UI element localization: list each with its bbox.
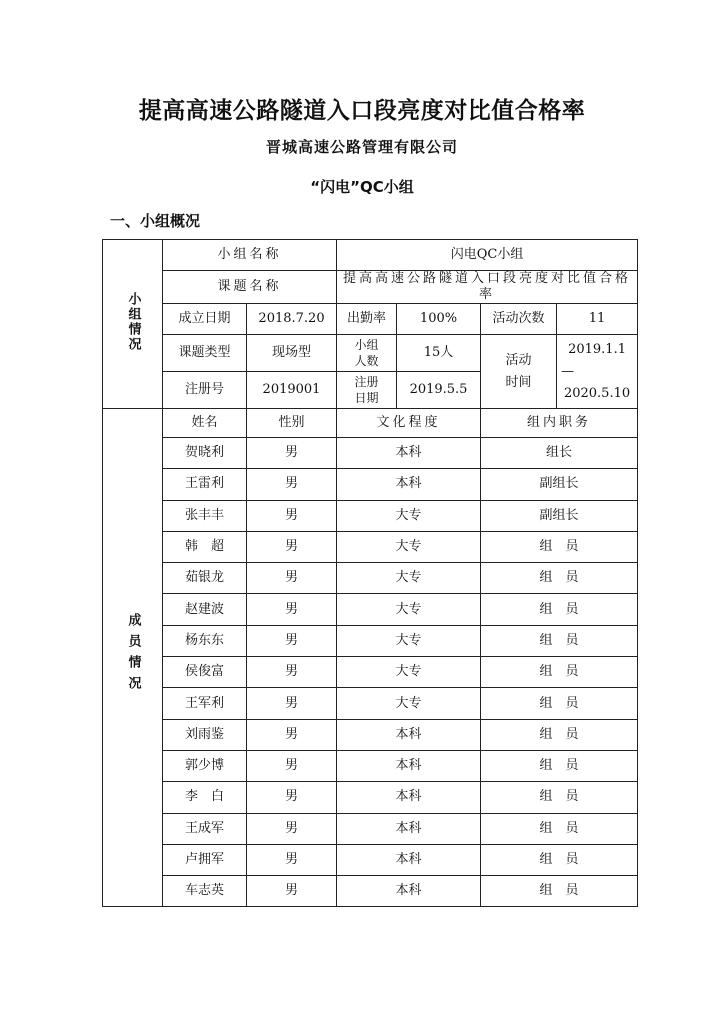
member-education: 本科 bbox=[337, 438, 481, 469]
topic-type-label: 课题类型 bbox=[163, 335, 247, 372]
reg-no-value: 2019001 bbox=[247, 372, 337, 409]
attendance-value: 100% bbox=[397, 304, 481, 335]
members-count-value: 15人 bbox=[397, 335, 481, 372]
activity-count-value: 11 bbox=[557, 304, 638, 335]
member-header-gender: 性别 bbox=[247, 409, 337, 438]
member-name: 王军利 bbox=[163, 688, 247, 719]
member-education: 本科 bbox=[337, 844, 481, 875]
member-header-education: 文化程度 bbox=[337, 409, 481, 438]
reg-date-value: 2019.5.5 bbox=[397, 372, 481, 409]
activity-time-end: 2020.5.10 bbox=[563, 385, 631, 401]
member-name: 张丰丰 bbox=[163, 500, 247, 531]
member-row bbox=[103, 438, 638, 469]
member-role: 组 员 bbox=[481, 563, 638, 594]
organization-name: 晋城高速公路管理有限公司 bbox=[265, 138, 458, 156]
member-row bbox=[103, 719, 638, 750]
group-side-label: 小组情况 bbox=[125, 291, 141, 352]
member-gender: 男 bbox=[247, 500, 337, 531]
member-name: 卢拥军 bbox=[163, 844, 247, 875]
info-row-founded bbox=[103, 304, 638, 335]
member-row bbox=[103, 750, 638, 781]
member-row bbox=[103, 782, 638, 813]
member-role: 副组长 bbox=[481, 469, 638, 500]
member-gender: 男 bbox=[247, 876, 337, 907]
member-education: 大专 bbox=[337, 500, 481, 531]
member-education: 大专 bbox=[337, 594, 481, 625]
info-row-type bbox=[103, 335, 638, 372]
member-name: 韩 超 bbox=[163, 531, 247, 562]
reg-no-label: 注册号 bbox=[163, 372, 247, 409]
member-role: 组 员 bbox=[481, 657, 638, 688]
members-side-label: 成员情况 bbox=[125, 613, 141, 698]
member-education: 大专 bbox=[337, 657, 481, 688]
activity-time-start: 2019.1.1 bbox=[568, 341, 626, 357]
activity-count-label: 活动次数 bbox=[481, 304, 557, 335]
member-name: 侯俊富 bbox=[163, 657, 247, 688]
member-role: 组 员 bbox=[481, 594, 638, 625]
member-education: 大专 bbox=[337, 531, 481, 562]
member-gender: 男 bbox=[247, 625, 337, 656]
group-side-label-cell bbox=[103, 240, 163, 409]
attendance-label: 出勤率 bbox=[337, 304, 397, 335]
topic-name-value: 提高高速公路隧道入口段亮度对比值合格率 bbox=[337, 271, 638, 304]
member-row bbox=[103, 563, 638, 594]
member-row bbox=[103, 844, 638, 875]
member-role: 副组长 bbox=[481, 500, 638, 531]
member-role: 组 员 bbox=[481, 531, 638, 562]
member-education: 本科 bbox=[337, 469, 481, 500]
member-name: 赵建波 bbox=[163, 594, 247, 625]
member-education: 本科 bbox=[337, 876, 481, 907]
member-role: 组 员 bbox=[481, 625, 638, 656]
activity-time-dash: — bbox=[561, 363, 575, 379]
activity-time-label: 活动时间 bbox=[505, 352, 532, 390]
group-name-value: 闪电QC小组 bbox=[337, 240, 638, 271]
founded-date-label: 成立日期 bbox=[163, 304, 247, 335]
member-gender: 男 bbox=[247, 844, 337, 875]
member-gender: 男 bbox=[247, 594, 337, 625]
member-header-name: 姓名 bbox=[163, 409, 247, 438]
member-role: 组 员 bbox=[481, 688, 638, 719]
topic-type-value: 现场型 bbox=[247, 335, 337, 372]
member-row bbox=[103, 625, 638, 656]
member-name: 郭少博 bbox=[163, 750, 247, 781]
member-name: 王成军 bbox=[163, 813, 247, 844]
group-name: “闪电”QC小组 bbox=[310, 178, 414, 196]
member-name: 王雷利 bbox=[163, 469, 247, 500]
member-name: 杨东东 bbox=[163, 625, 247, 656]
member-row bbox=[103, 531, 638, 562]
member-name: 刘雨鉴 bbox=[163, 719, 247, 750]
founded-date-value: 2018.7.20 bbox=[247, 304, 337, 335]
members-side-label-cell bbox=[103, 409, 163, 907]
member-education: 本科 bbox=[337, 750, 481, 781]
member-gender: 男 bbox=[247, 469, 337, 500]
member-row bbox=[103, 688, 638, 719]
reg-date-label: 注册日期 bbox=[337, 372, 397, 409]
activity-time-label-cell bbox=[481, 335, 557, 409]
member-row bbox=[103, 813, 638, 844]
member-row bbox=[103, 469, 638, 500]
member-gender: 男 bbox=[247, 657, 337, 688]
member-gender: 男 bbox=[247, 531, 337, 562]
section-heading: 一、小组概况 bbox=[110, 212, 201, 230]
member-row bbox=[103, 876, 638, 907]
member-education: 本科 bbox=[337, 719, 481, 750]
member-row bbox=[103, 657, 638, 688]
member-education: 本科 bbox=[337, 813, 481, 844]
info-row-topic bbox=[103, 271, 638, 304]
info-row-name bbox=[103, 240, 638, 271]
member-education: 本科 bbox=[337, 782, 481, 813]
member-name: 茹银龙 bbox=[163, 563, 247, 594]
member-role: 组 员 bbox=[481, 813, 638, 844]
member-role: 组 员 bbox=[481, 782, 638, 813]
member-header-row bbox=[103, 409, 638, 438]
member-gender: 男 bbox=[247, 688, 337, 719]
member-header-role: 组内职务 bbox=[481, 409, 638, 438]
member-education: 大专 bbox=[337, 625, 481, 656]
member-role: 组 员 bbox=[481, 719, 638, 750]
member-role: 组长 bbox=[481, 438, 638, 469]
member-education: 大专 bbox=[337, 563, 481, 594]
member-name: 车志英 bbox=[163, 876, 247, 907]
member-role: 组 员 bbox=[481, 876, 638, 907]
member-gender: 男 bbox=[247, 782, 337, 813]
topic-name-label: 课题名称 bbox=[163, 271, 337, 304]
group-name-label: 小组名称 bbox=[163, 240, 337, 271]
group-overview-table bbox=[102, 239, 638, 907]
member-gender: 男 bbox=[247, 563, 337, 594]
member-role: 组 员 bbox=[481, 750, 638, 781]
member-row bbox=[103, 594, 638, 625]
member-row bbox=[103, 500, 638, 531]
document-title: 提高高速公路隧道入口段亮度对比值合格率 bbox=[138, 98, 586, 124]
member-role: 组 员 bbox=[481, 844, 638, 875]
member-gender: 男 bbox=[247, 813, 337, 844]
member-gender: 男 bbox=[247, 719, 337, 750]
member-name: 李 白 bbox=[163, 782, 247, 813]
member-name: 贺晓利 bbox=[163, 438, 247, 469]
member-gender: 男 bbox=[247, 750, 337, 781]
activity-time-value bbox=[557, 335, 638, 409]
member-education: 大专 bbox=[337, 688, 481, 719]
members-count-label: 小组人数 bbox=[337, 335, 397, 372]
member-gender: 男 bbox=[247, 438, 337, 469]
